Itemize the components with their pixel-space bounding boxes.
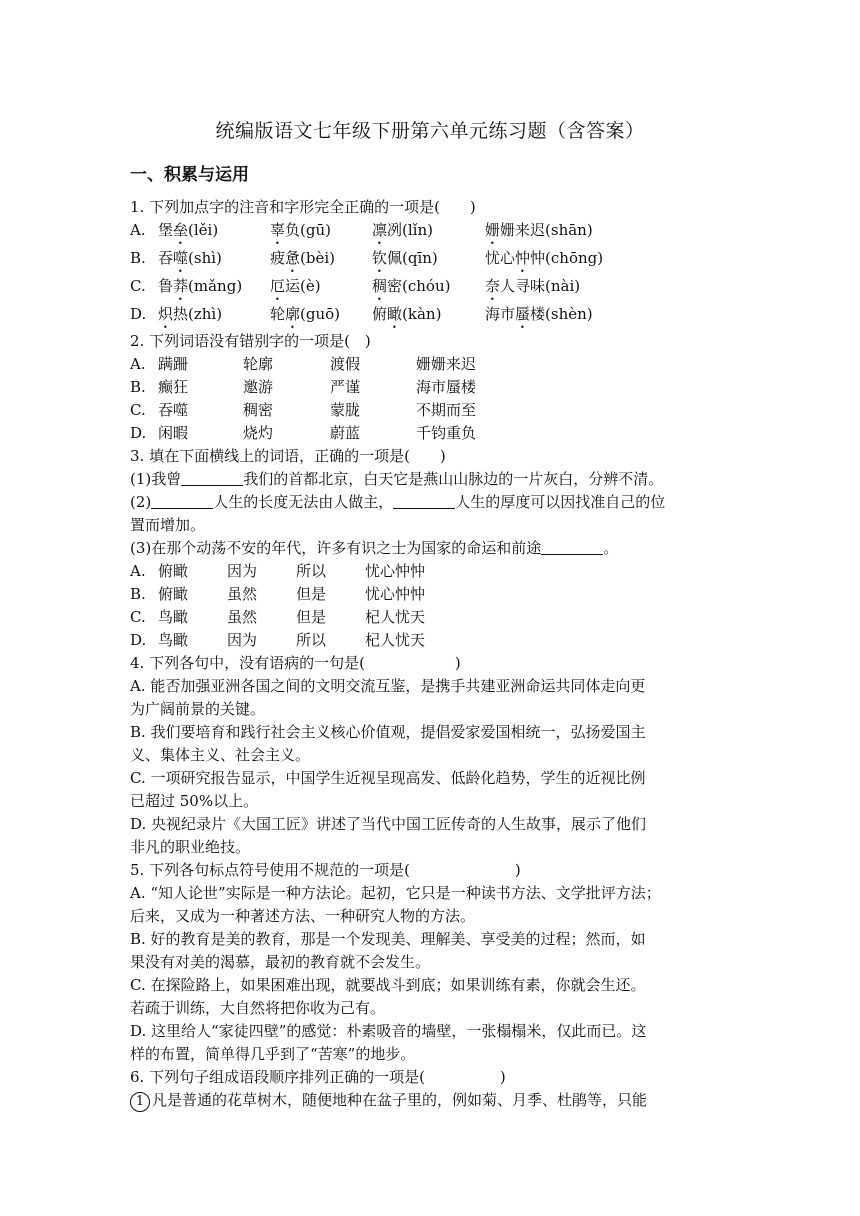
option-label: B. <box>130 378 146 396</box>
option-word: 邀游 <box>243 378 274 396</box>
option-word: 鸟瞰 <box>158 608 189 626</box>
fill-blank <box>181 469 243 486</box>
option-term: 俯瞰(kàn) <box>372 305 442 323</box>
q6-line <box>130 1089 647 1112</box>
option-word: 癫狂 <box>158 378 189 396</box>
dotted-char: 垒 <box>173 221 189 239</box>
q3-sentence-2 <box>130 491 665 513</box>
q4-line: C. 一项研究报告显示，中国学生近视呈现高发、低龄化趋势，学生的近视比例 <box>130 769 646 787</box>
q5-line: C. 在探险路上，如果困难出现，就要战斗到底；如果训练有素，你就会生还。 <box>130 976 646 994</box>
option-term: 炽热(zhì) <box>158 305 223 323</box>
option-word: 俯瞰 <box>158 562 189 580</box>
question-5-stem: 5. 下列各句标点符号使用不规范的一项是( ) <box>130 861 521 879</box>
option-word: 渡假 <box>330 355 361 373</box>
option-word: 鸟瞰 <box>158 631 189 649</box>
option-word: 轮廓 <box>243 355 274 373</box>
q4-line: 为广阔前景的关键。 <box>130 700 266 718</box>
option-label: B. <box>130 249 146 267</box>
option-label: D. <box>130 631 147 649</box>
option-term: 吞噬(shì) <box>158 249 222 267</box>
circled-number: 1 <box>130 1092 150 1112</box>
option-term: 忧心忡忡(chōng) <box>485 249 604 267</box>
option-label: A. <box>130 562 146 580</box>
option-word: 姗姗来迟 <box>416 355 477 373</box>
option-word: 千钧重负 <box>416 424 477 442</box>
option-word: 杞人忧天 <box>365 608 426 626</box>
q4-line: D. 央视纪录片《大国工匠》讲述了当代中国工匠传奇的人生故事，展示了他们 <box>130 815 647 833</box>
sentence-text: (1)我曾 <box>130 470 182 488</box>
q5-line: 果没有对美的渴慕，最初的教育就不会发生。 <box>130 953 431 971</box>
option-word: 烧灼 <box>243 424 274 442</box>
option-label: A. <box>130 355 146 373</box>
option-word: 杞人忧天 <box>365 631 426 649</box>
sentence-text: (3)在那个动荡不安的年代，许多有识之士为国家的命运和前途 <box>130 539 542 557</box>
page-title: 统编版语文七年级下册第六单元练习题（含答案） <box>215 120 645 142</box>
option-term: 疲惫(bèi) <box>270 249 336 267</box>
option-word: 俯瞰 <box>158 585 189 603</box>
q5-line: D. 这里给人“家徒四壁”的感觉：朴素吸音的墙壁，一张榻榻米，仅此而已。这 <box>130 1022 647 1040</box>
section-heading: 一、积累与运用 <box>130 165 249 185</box>
option-word: 因为 <box>227 631 258 649</box>
q5-line: 若疏于训练，大自然将把你收为己有。 <box>130 999 386 1017</box>
option-word: 所以 <box>296 562 327 580</box>
option-word: 不期而至 <box>416 401 477 419</box>
question-2-stem: 2. 下列词语没有错别字的一项是( ) <box>130 332 371 350</box>
option-word: 闲暇 <box>158 424 189 442</box>
option-word: 虽然 <box>227 585 258 603</box>
option-term: 辜负(gū) <box>270 221 331 239</box>
question-1-stem: 1. 下列加点字的注音和字形完全正确的一项是( ) <box>130 198 476 216</box>
option-word: 忧心忡忡 <box>365 562 426 580</box>
option-label: C. <box>130 608 146 626</box>
option-label: D. <box>130 424 147 442</box>
option-term: 姗姗来迟(shān) <box>485 221 593 239</box>
sentence-text: 。 <box>603 539 619 557</box>
option-word: 所以 <box>296 631 327 649</box>
option-label: C. <box>130 277 146 295</box>
option-word: 吞噬 <box>158 401 189 419</box>
option-word: 稠密 <box>243 401 274 419</box>
option-term: 凛冽(lǐn) <box>372 221 433 239</box>
q5-line: 样的布置，简单得几乎到了“苦寒”的地步。 <box>130 1045 416 1063</box>
sentence-text: 人生的厚度可以因找准自己的位 <box>455 493 666 511</box>
option-label: B. <box>130 585 146 603</box>
q3-sentence-2-cont: 置而增加。 <box>130 516 206 534</box>
sentence-text: 我们的首都北京，白天它是燕山山脉边的一片灰白，分辨不清。 <box>243 470 664 488</box>
option-term: 轮廓(guō) <box>270 305 341 323</box>
q5-line: A. “知人论世”实际是一种方法论。起初，它只是一种读书方法、文学批评方法； <box>130 884 661 902</box>
option-word: 忧心忡忡 <box>365 585 426 603</box>
fill-blank <box>541 538 603 555</box>
fill-blank <box>151 492 213 509</box>
q3-sentence-3 <box>130 537 618 559</box>
option-term: 稠密(chóu) <box>372 277 451 295</box>
q4-line: A. 能否加强亚洲各国之间的文明交流互鉴，是携手共建亚洲命运共同体走向更 <box>130 677 646 695</box>
q4-line: 非凡的职业绝技。 <box>130 838 251 856</box>
option-term: 钦佩(qīn) <box>372 249 438 267</box>
question-4-stem: 4. 下列各句中，没有语病的一句是( ) <box>130 654 461 672</box>
option-word: 海市蜃楼 <box>416 378 477 396</box>
option-word: 但是 <box>296 608 327 626</box>
question-6-stem: 6. 下列句子组成语段顺序排列正确的一项是( ) <box>130 1068 506 1086</box>
option-word: 严谨 <box>330 378 361 396</box>
option-label: A. <box>130 221 146 239</box>
q4-line: 已超过 50%以上。 <box>130 792 259 810</box>
option-label: C. <box>130 401 146 419</box>
fill-blank <box>393 492 455 509</box>
option-label: D. <box>130 305 147 323</box>
q3-sentence-1 <box>130 468 663 490</box>
q5-line: 后来，又成为一种著述方法、一种研究人物的方法。 <box>130 907 476 925</box>
option-word: 但是 <box>296 585 327 603</box>
option-term: 厄运(è) <box>270 277 321 295</box>
option-word: 因为 <box>227 562 258 580</box>
q4-line: 义、集体主义、社会主义。 <box>130 746 311 764</box>
option-term: 奈人寻味(nài) <box>485 277 581 295</box>
sentence-text: 人生的长度无法由人做主， <box>213 493 394 511</box>
sentence-text: (2) <box>130 493 152 511</box>
q4-line: B. 我们要培育和践行社会主义核心价值观，提倡爱家爱国相统一，弘扬爱国主 <box>130 723 646 741</box>
sentence-text: 凡是普通的花草树木，随便地种在盆子里的，例如菊、月季、杜鹃等，只能 <box>152 1091 648 1109</box>
option-word: 蒙胧 <box>330 401 361 419</box>
option-term: 海市蜃楼(shèn) <box>485 305 593 323</box>
option-term: 堡垒(lěi) <box>158 221 219 239</box>
option-word: 蔚蓝 <box>330 424 361 442</box>
option-word: 虽然 <box>227 608 258 626</box>
question-3-stem: 3. 填在下面横线上的词语，正确的一项是( ) <box>130 447 446 465</box>
option-word: 蹒跚 <box>158 355 189 373</box>
q5-line: B. 好的教育是美的教育，那是一个发现美、理解美、享受美的过程；然而，如 <box>130 930 646 948</box>
option-term: 鲁莽(mǎng) <box>158 277 243 295</box>
